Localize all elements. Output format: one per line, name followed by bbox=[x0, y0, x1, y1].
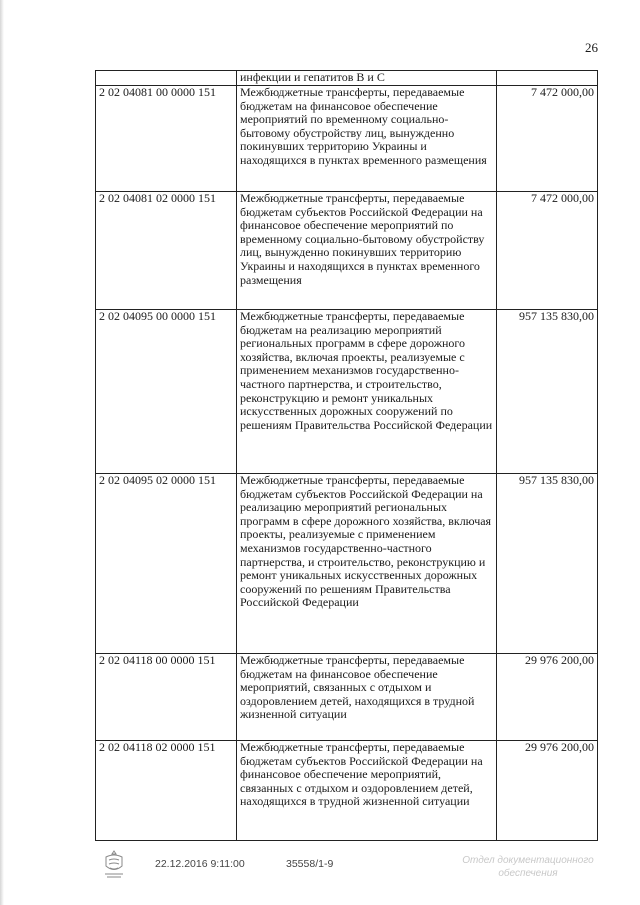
row-code: 2 02 04081 00 0000 151 bbox=[96, 86, 237, 192]
scan-edge bbox=[0, 0, 4, 905]
row-code: 2 02 04118 02 0000 151 bbox=[96, 741, 237, 841]
page-number: 26 bbox=[585, 40, 598, 55]
row-code: 2 02 04081 02 0000 151 bbox=[96, 192, 237, 310]
table-row bbox=[96, 474, 598, 654]
row-code: 2 02 04095 00 0000 151 bbox=[96, 310, 237, 474]
row-amount: 7 472 000,00 bbox=[497, 86, 598, 192]
footer-stamp bbox=[448, 854, 608, 880]
row-code: 2 02 04095 02 0000 151 bbox=[96, 474, 237, 654]
row-amount: 29 976 200,00 bbox=[497, 741, 598, 841]
row-name: Межбюджетные трансферты, передаваемые бюджетам на финансовое обеспечение мероприятий по временному социально-бытовому обустройству лиц, вынужденно покинувших территорию Украины и находящихся в пунктах временного размещения bbox=[237, 86, 497, 192]
row-code bbox=[96, 71, 237, 86]
row-name: Межбюджетные трансферты, передаваемые бюджетам на реализацию мероприятий региональных программ в сфере дорожного хозяйства, включая проекты, реализуемые с применением механизмов государственно-частного партнерства, и строительство, реконструкцию и ремонт уникальных искусственных дорожных сооружений по решениям Правительства Российской Федерации bbox=[237, 310, 497, 474]
row-name: инфекции и гепатитов В и С bbox=[237, 71, 497, 86]
row-amount: 957 135 830,00 bbox=[497, 310, 598, 474]
budget-table bbox=[95, 70, 598, 841]
footer-doc-number: 35558/1-9 bbox=[286, 858, 334, 870]
row-name: Межбюджетные трансферты, передаваемые бюджетам на финансовое обеспечение мероприятий, связанных с отдыхом и оздоровлением детей, находящихся в трудной жизненной ситуации bbox=[237, 654, 497, 741]
row-amount: 7 472 000,00 bbox=[497, 192, 598, 310]
row-name: Межбюджетные трансферты, передаваемые бюджетам субъектов Российской Федерации на финансовое обеспечение мероприятий по временному социально-бытовому обустройству лиц, вынужденно покинувших территорию Украины и находящихся в пунктах временного размещения bbox=[237, 192, 497, 310]
row-amount bbox=[497, 71, 598, 86]
row-name: Межбюджетные трансферты, передаваемые бюджетам субъектов Российской Федерации на реализацию мероприятий региональных программ в сфере дорожного хозяйства, включая проекты, реализуемые с применением механизмов государственно-частного партнерства, и строительство, реконструкцию и ремонт уникальных искусственных дорожных сооружений по решениям Правительства Российской Федерации bbox=[237, 474, 497, 654]
footer-date: 22.12.2016 9:11:00 bbox=[155, 858, 245, 870]
row-code: 2 02 04118 00 0000 151 bbox=[96, 654, 237, 741]
table-row bbox=[96, 86, 598, 192]
row-amount: 29 976 200,00 bbox=[497, 654, 598, 741]
table-row bbox=[96, 71, 598, 86]
stamp-line-1: Отдел документационного bbox=[462, 855, 594, 866]
table-row bbox=[96, 654, 598, 741]
stamp-line-2: обеспечения bbox=[498, 868, 558, 879]
table-row bbox=[96, 741, 598, 841]
page-footer bbox=[0, 848, 640, 888]
table-row bbox=[96, 192, 598, 310]
row-amount: 957 135 830,00 bbox=[497, 474, 598, 654]
row-name: Межбюджетные трансферты, передаваемые бюджетам субъектов Российской Федерации на финансовое обеспечение мероприятий, связанных с отдыхом и оздоровлением детей, находящихся в трудной жизненной ситуации bbox=[237, 741, 497, 841]
table-row bbox=[96, 310, 598, 474]
coat-of-arms-icon bbox=[100, 848, 128, 880]
